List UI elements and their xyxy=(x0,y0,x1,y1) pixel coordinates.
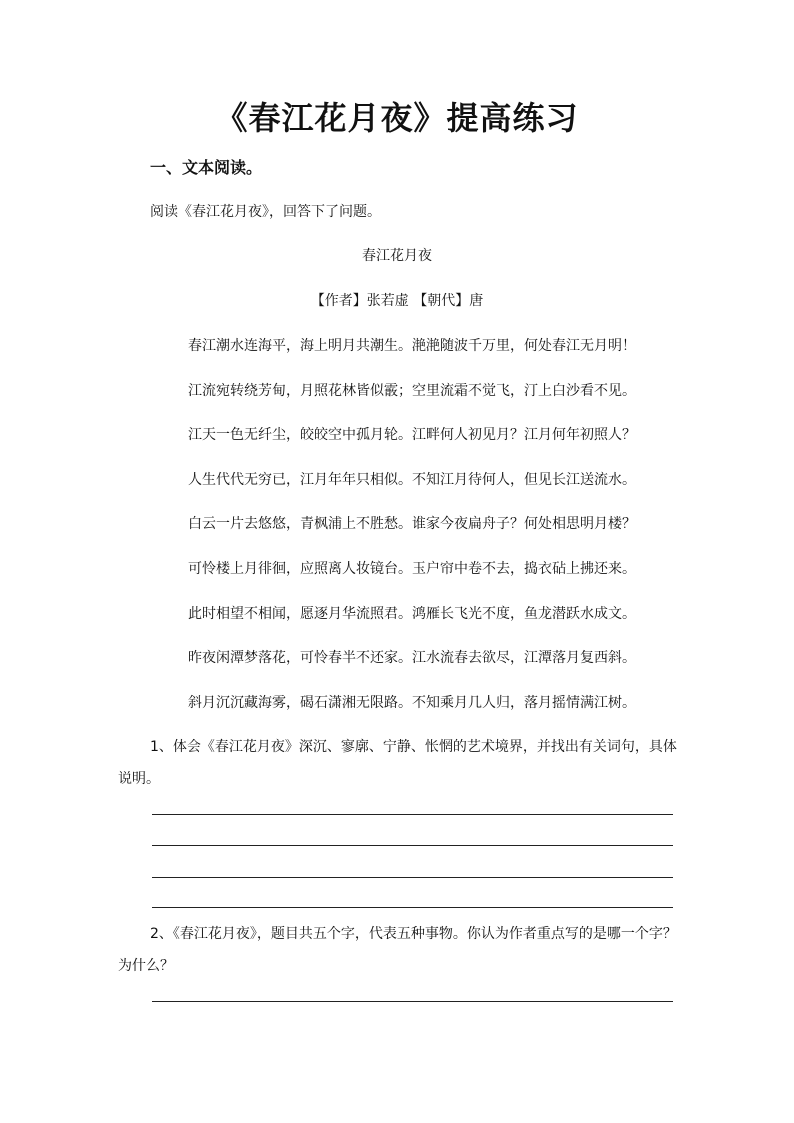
answer-line[interactable] xyxy=(152,907,673,908)
answer-line[interactable] xyxy=(152,877,673,878)
answer-line[interactable] xyxy=(152,845,673,846)
question-2: 2、《春江花月夜》，题目共五个字，代表五种事物。你认为作者重点写的是哪一个字？为什么？ xyxy=(118,926,677,974)
page-title: 《春江花月夜》提高练习 xyxy=(215,99,579,137)
poem-line: 春江潮水连海平，海上明月共潮生。滟滟随波千万里，何处春江无月明！ xyxy=(188,338,636,354)
poem-author-dynasty: 【作者】张若虚 【朝代】唐 xyxy=(310,293,484,309)
poem-line: 江流宛转绕芳甸，月照花林皆似霰；空里流霜不觉飞，汀上白沙看不见。 xyxy=(188,382,636,399)
question-1: 1、体会《春江花月夜》深沉、寥廓、宁静、怅惘的艺术境界，并找出有关词句，具体说明。 xyxy=(118,739,677,787)
poem-line: 昨夜闲潭梦落花，可怜春半不还家。江水流春去欲尽，江潭落月复西斜。 xyxy=(188,650,636,667)
poem-line: 江天一色无纤尘，皎皎空中孤月轮。江畔何人初见月？江月何年初照人？ xyxy=(188,427,636,444)
poem-body xyxy=(188,334,636,735)
poem-line: 白云一片去悠悠，青枫浦上不胜愁。谁家今夜扁舟子？何处相思明月楼？ xyxy=(188,516,636,533)
poem-title: 春江花月夜 xyxy=(362,248,432,264)
reading-instruction: 阅读《春江花月夜》，回答下了问题。 xyxy=(150,204,381,220)
poem-line: 此时相望不相闻，愿逐月华流照君。鸿雁长飞光不度，鱼龙潜跃水成文。 xyxy=(188,605,636,622)
answer-line[interactable] xyxy=(152,1001,673,1002)
answer-line[interactable] xyxy=(152,814,673,815)
poem-line: 可怜楼上月徘徊，应照离人妆镜台。玉户帘中卷不去，捣衣砧上拂还来。 xyxy=(188,560,636,577)
poem-line: 人生代代无穷已，江月年年只相似。不知江月待何人，但见长江送流水。 xyxy=(188,471,636,488)
poem-line: 斜月沉沉藏海雾，碣石潇湘无限路。不知乘月几人归，落月摇情满江树。 xyxy=(188,694,636,711)
section-heading: 一、文本阅读。 xyxy=(150,158,263,177)
